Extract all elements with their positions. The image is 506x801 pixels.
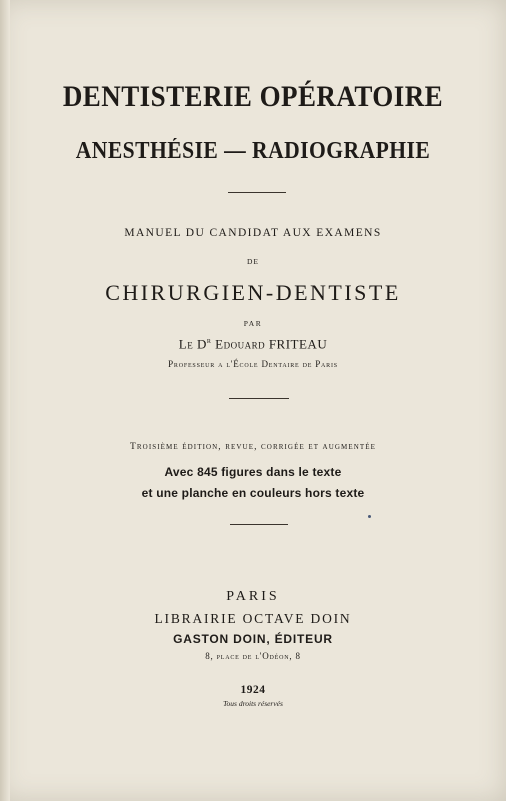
publisher-address: 8, place de l'Odéon, 8 (205, 651, 301, 661)
publisher-city: PARIS (226, 589, 280, 604)
rights-notice: Tous droits réservés (223, 699, 283, 708)
edition-statement: Troisième édition, revue, corrigée et augmentée (130, 442, 376, 452)
de-line: DE (247, 257, 259, 266)
author-line (0, 336, 506, 352)
ink-speck (368, 515, 371, 518)
author-name: Edouard FRITEAU (215, 336, 328, 352)
plate-line: et une planche en couleurs hors texte (141, 486, 365, 500)
profession-heading: CHIRURGIEN-DENTISTE (105, 280, 401, 305)
par-line: PAR (243, 319, 263, 328)
divider-2 (229, 398, 289, 399)
author-position: Professeur a l'École Dentaire de Paris (168, 359, 338, 369)
sub-title: ANESTHÉSIE — RADIOGRAPHIE (75, 138, 431, 164)
figures-line: Avec 845 figures dans le texte (164, 465, 342, 479)
manual-line: MANUEL DU CANDIDAT AUX EXAMENS (124, 227, 382, 239)
divider-3 (230, 524, 288, 525)
publisher-library: LIBRAIRIE OCTAVE DOIN (154, 611, 352, 626)
main-title: DENTISTERIE OPÉRATOIRE (62, 80, 444, 113)
publication-year: 1924 (240, 684, 266, 696)
author-prefix: Le D (178, 336, 207, 352)
author-prefix-sup: r (206, 336, 212, 345)
divider-1 (228, 192, 286, 193)
page-binding-edge (0, 0, 10, 801)
publisher-editor: GASTON DOIN, ÉDITEUR (173, 632, 333, 646)
